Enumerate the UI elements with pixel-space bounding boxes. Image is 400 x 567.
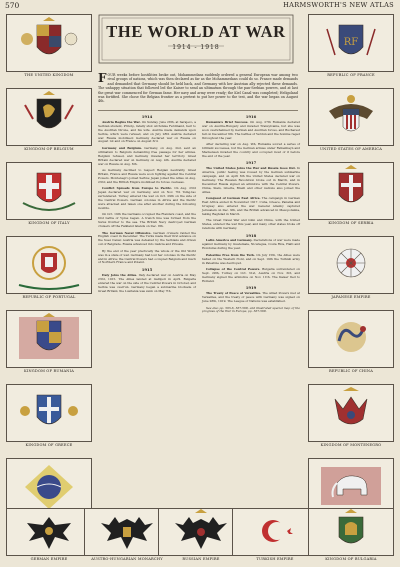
chronicle-entry <box>98 274 196 294</box>
emblem-cell-bulgaria <box>308 508 394 561</box>
emblem-cell-belgium <box>6 88 92 151</box>
china-dragon-icon <box>308 310 394 368</box>
emblem-cell-italy <box>6 162 92 225</box>
entry-text: The Great Naval War and Ginn and China, with the United States, entered the war this year, and many other states broke off relations with Germany. <box>202 218 300 231</box>
left-text-column <box>98 113 196 296</box>
entry-text: On Oct. 19th the Germans occupied the Flanders coast, and the first battle of Ypres began. A trench line was formed from the Swiss frontier to the sea. The British Navy destroyed German cruisers off the Falkland Islands on Dec. 8th. <box>98 212 196 229</box>
emblem-cell-greece <box>6 384 92 447</box>
emblem-cell-usa <box>308 88 394 151</box>
entry-heading: Germany and Belgium. <box>102 145 142 150</box>
emblem-cell-united-kingdom <box>6 14 92 77</box>
entry-heading: Conquest of German East Africa. <box>206 196 261 201</box>
caption: KINGDOM OF BELGIUM <box>24 147 74 151</box>
entry-heading: Conflict Spreads from Europe to Pacific. <box>102 186 173 191</box>
caption: REPUBLIC OF FRANCE <box>327 73 375 77</box>
title-years: 1914 - 1918 <box>172 44 220 51</box>
caption: KINGDOM OF SERBIA <box>328 221 374 225</box>
entry-text: On Aug. 23rd Japan declared war on Germany, and on Nov. 7th Tsing-tao surrendered. Turkey entered the war on Oct. 29th on the side of the Central Powers. German colonies in Africa and the Pacific were attacked and taken one after another during the following months. <box>98 186 196 210</box>
entry-text: As Germany declined to respect Belgian neutrality, Great Britain, France and Russia were soon fighting against the Central Powers. Montenegro joined Serbia; Japan joined the Allies on Aug. 23rd; and the British Empire mobilised its forces overseas. <box>98 168 196 184</box>
right-text-column <box>202 113 300 317</box>
caption: KINGDOM OF MONTENEGRO <box>320 443 382 447</box>
france-coat-of-arms <box>308 14 394 72</box>
turkey-crescent-icon <box>232 508 318 556</box>
chronicle-entry <box>202 292 300 304</box>
chronicle-entry <box>98 213 196 229</box>
entry-heading: Palestine Free from the Turk. <box>206 252 256 257</box>
serbia-coat-of-arms <box>308 162 394 220</box>
entry-text: The campaign in German East Africa ended in November 1917. Cuba, Greece, Panama and Uruguay also entered the war. General Allenby captured Jerusalem on Dec. 9th, and the British advanced in Mesopotamia, taking Baghdad in March. <box>202 196 300 216</box>
emblem-cell-serbia <box>308 162 394 225</box>
italy-coat-of-arms <box>6 162 92 220</box>
caption: GERMAN EMPIRE <box>30 557 68 561</box>
entry-text: After declaring war on Aug. 9th, Rumania scored a series of brilliant successes, but the German armies under Falkenhayn and Mackensen invaded the country and occupied most of it before the end of the year. <box>202 142 300 158</box>
entry-text: Bulgaria surrendered on Sept. 29th, Turkey on Oct. 31st, Austria on Nov. 3rd, and Germany signed the armistice on Nov. 11th. The Kaiser fled to Holland. <box>202 267 301 283</box>
year-heading: 1919 <box>245 285 257 291</box>
emblem-cell-turkey <box>232 508 318 561</box>
emblem-cell-portugal <box>6 236 92 299</box>
page-title: THE WORLD AT WAR <box>106 22 286 41</box>
entry-heading: The United States Joins the War and Russia Goes Out. <box>206 166 296 171</box>
page-number: 570 <box>5 1 20 10</box>
chronicle-entry <box>202 219 300 231</box>
year-heading: 1914 <box>141 114 153 119</box>
entry-text: On Aug. 27th Rumania declared war on Austria-Hungary and invaded Transylvania, but she was soon overwhelmed by German and Austrian forces, and Bucharest fell on December 6th. The battles of Verdun and the Somme raged throughout the year. <box>202 119 300 140</box>
emblem-cell-france <box>308 14 394 77</box>
chronicle-entry <box>202 121 300 141</box>
caption: AUSTRO-HUNGARIAN MONARCHY <box>91 557 163 561</box>
bulgaria-lion-icon <box>308 508 394 556</box>
entry-heading: Italy Joins the Allies. <box>102 272 138 277</box>
caption: RUSSIAN EMPIRE <box>182 557 220 561</box>
chronicle-entry <box>202 143 300 159</box>
intro-text: OUR weeks before hostilities broke out, Mohammedans suddenly ordered a general European war among two rival groups of nations, which was then declared as far as the Mohammedans could do so. France made demands and demanded that Germany should be held back, and Germany with her Austrian ally rejected these demands. The unhappy situation that followed led the Kaiser to send an ultimatum through the pan-Serbian powers, and at last the great war commenced for German fame. Her navy and army were ready; the Kiel Canal was completed; Heligoland was fortified. She chose the Belgian frontier as a pretext to put her power to the test, and the war began on August 4th. <box>98 73 298 104</box>
caption: KINGDOM OF BULGARIA <box>325 557 377 561</box>
year-heading: 1916 <box>245 114 257 119</box>
divider <box>98 110 298 111</box>
greece-coat-of-arms <box>6 384 92 442</box>
entry-heading: Latin America and Germany. <box>206 238 253 243</box>
chronicle-entry <box>202 197 300 217</box>
emblem-cell-montenegro <box>308 384 394 447</box>
emblem-cell-japan <box>308 236 394 299</box>
chronicle-entry <box>202 239 300 251</box>
entry-heading: Austria Begins the War. <box>102 119 141 124</box>
caption: KINGDOM OF RUMANIA <box>23 369 75 373</box>
united-kingdom-coat-of-arms <box>6 14 92 72</box>
chronicle-entry <box>202 254 300 266</box>
year-heading: 1918 <box>245 232 257 238</box>
emblem-cell-china <box>308 310 394 373</box>
emblem-cell-rumania <box>6 310 92 373</box>
portugal-coat-of-arms <box>6 236 92 294</box>
entry-text: Declarations of war were made against Germany by Guatemala, Nicaragua, Costa Rica, Haiti and Honduras during the year. <box>202 238 300 251</box>
entry-text: Germany, on Aug. 2nd, sent an ultimatum to Belgium demanding free passage for her armies. Belgium refused, and Germany invaded her territory. Great Britain declared war on Germany on Aug. 4th. Austria declared war on Russia on Aug. 6th. <box>98 145 196 166</box>
entry-heading: The Treaty of Peace at Versailles. <box>206 291 262 296</box>
chronicle-entry <box>98 187 196 210</box>
entry-heading: Rumania's Brief Success. <box>206 119 249 124</box>
chronicle-entry <box>202 167 300 194</box>
caption: TURKISH EMPIRE <box>256 557 294 561</box>
page-header <box>0 0 400 12</box>
atlas-title: HARMSWORTH'S NEW ATLAS <box>283 1 394 9</box>
chronicle-entry <box>202 268 300 284</box>
chronicle-entry <box>202 307 300 315</box>
caption: THE UNITED KINGDOM <box>24 73 74 77</box>
svg-text:RF: RF <box>343 37 359 48</box>
entry-text: Italy declared war on Austria on May 23rd, 1915. The Allies landed at Gallipoli in April. Bulgaria entered the war on the side of the Central Powers in October, and Serbia was overrun. Germany began a submarine blockade of Great Britain; the Lusitania was sunk on May 7th. <box>98 272 196 293</box>
belgium-coat-of-arms <box>6 88 92 146</box>
drop-cap: F <box>98 71 107 85</box>
montenegro-coat-of-arms <box>308 384 394 442</box>
usa-great-seal <box>308 88 394 146</box>
title-banner <box>98 14 294 64</box>
chronicle-entry <box>98 169 196 185</box>
entry-text: On July 15th, the Allies were halted on the Western front, and on Sept. 19th the Turkish army in Palestine was destroyed. <box>202 252 301 265</box>
chronicle-entry <box>98 121 196 144</box>
emblem-cell-germany <box>6 508 92 561</box>
germany-eagle-icon <box>6 508 92 556</box>
entry-text: German cruisers raided the English coast in December. The Turks made their first advance on the Suez Canal; Austria was defeated by the Serbians and driven out of Belgrade. Russia advanced into Galicia and Prussia. <box>98 230 196 247</box>
entry-heading: Collapse of the Central Powers. <box>206 267 261 272</box>
entry-text: On Sunday, June 28th, at Sarajevo, a Serbian student, Princip, fatally shot Archduke Ferdinand, heir to the Austrian throne, and his wife. Austria made demands upon Serbia, which were refused, and on July 28th Austria declared war. Russia mobilised; Germany declared war on Russia on August 1st and on France on August 3rd. <box>98 119 197 144</box>
chronicle-entry <box>98 232 196 248</box>
entry-text: The Allied Powers met at Versailles, and the treaty of peace with Germany was signed on June 28th, 1919. The League of Nations was established. <box>202 291 300 303</box>
entry-text: In America, public feeling was roused by the German submarine campaign, and on April 6th the United States declared war on Germany. The Russian Revolution broke out in March, and in December Russia signed an armistice with the Central Powers. China, Siam, Liberia, Brazil and other nations also joined the Allies. <box>202 166 300 194</box>
caption: REPUBLIC OF PORTUGAL <box>22 295 76 299</box>
rumania-coat-of-arms <box>6 310 92 368</box>
intro-paragraph <box>98 73 298 104</box>
caption: JAPANESE EMPIRE <box>331 295 371 299</box>
year-heading: 1915 <box>141 266 153 272</box>
caption: REPUBLIC OF CHINA <box>328 369 374 373</box>
year-heading: 1917 <box>245 160 257 166</box>
japan-chrysanthemum-icon <box>308 236 394 294</box>
caption: UNITED STATES OF AMERICA <box>319 147 383 151</box>
caption: KINGDOM OF GREECE <box>25 443 73 447</box>
entry-heading: The German Naval Offensive. <box>102 230 152 235</box>
chronicle-entry <box>98 250 196 266</box>
entry-text: By the end of the year practically the whole of the Old World was in a state of war. Germany had lost her colonies in the Pacific and in Africa; the Central Powers had occupied Belgium and much of Northern France and Poland. <box>98 248 196 265</box>
footnote: See also pp. 565-6, 567-568, and illustrated special map of the progress of the War in Europe, pp. 567-568. <box>202 305 300 314</box>
caption: KINGDOM OF ITALY <box>28 221 70 225</box>
chronicle-entry <box>98 147 196 167</box>
